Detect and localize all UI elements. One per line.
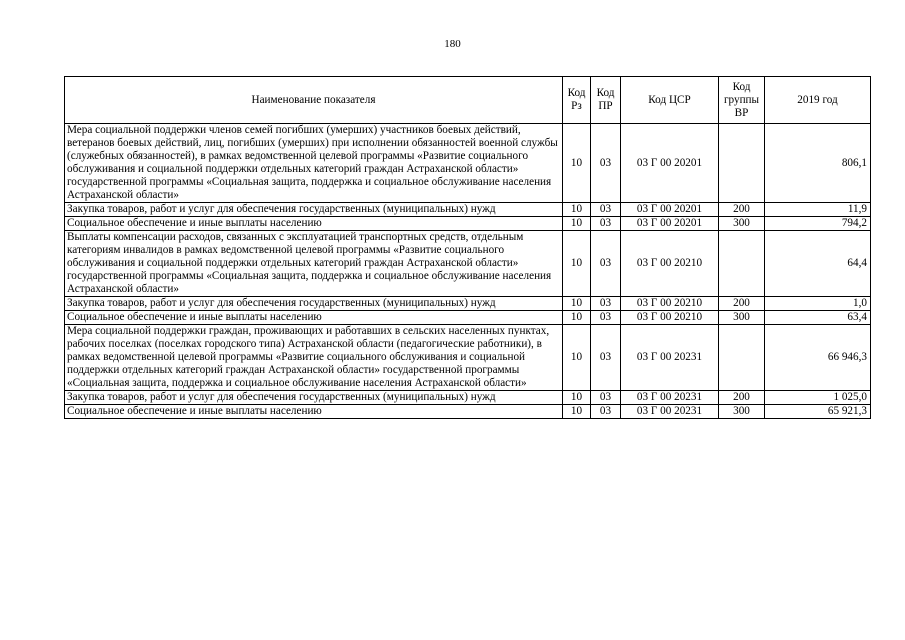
row-value: 1,0 (765, 297, 871, 311)
row-csr: 03 Г 00 20210 (621, 311, 719, 325)
table-row (65, 231, 871, 297)
row-csr: 03 Г 00 20231 (621, 391, 719, 405)
header-csr: Код ЦСР (621, 77, 719, 124)
row-pr: 03 (591, 325, 621, 391)
row-rz: 10 (563, 311, 591, 325)
row-pr: 03 (591, 124, 621, 203)
row-name: Социальное обеспечение и иные выплаты населению (65, 311, 563, 325)
row-rz: 10 (563, 203, 591, 217)
header-vr: Код группы ВР (719, 77, 765, 124)
row-value: 64,4 (765, 231, 871, 297)
row-rz: 10 (563, 231, 591, 297)
table-row (65, 325, 871, 391)
header-year: 2019 год (765, 77, 871, 124)
row-name: Мера социальной поддержки членов семей погибших (умерших) участников боевых действий, ветеранов боевых действий, лиц, погибших (умерших) при исполнении обязанностей военной службы (служебных обязанностей), в рамках ведомственной целевой программы «Развитие социального обслуживания и социальной поддержки отдельных категорий граждан Астраханской области» государственной программы «Социальная защита, поддержка и социальное обслуживание населения Астраханской области» (65, 124, 563, 203)
table-row (65, 405, 871, 419)
row-pr: 03 (591, 203, 621, 217)
row-pr: 03 (591, 297, 621, 311)
row-rz: 10 (563, 405, 591, 419)
row-csr: 03 Г 00 20231 (621, 325, 719, 391)
row-value: 65 921,3 (765, 405, 871, 419)
row-csr: 03 Г 00 20231 (621, 405, 719, 419)
row-name: Социальное обеспечение и иные выплаты населению (65, 217, 563, 231)
row-name: Выплаты компенсации расходов, связанных с эксплуатацией транспортных средств, отдельным категориям инвалидов в рамках ведомственной целевой программы «Развитие социального обслуживания и социальной поддержки отдельных категорий граждан Астраханской области» государственной программы «Социальная защита, поддержка и социальное обслуживание населения Астраханской области» (65, 231, 563, 297)
budget-table (64, 76, 871, 419)
row-pr: 03 (591, 405, 621, 419)
row-vr: 300 (719, 405, 765, 419)
page-number: 180 (444, 38, 461, 50)
row-vr: 300 (719, 217, 765, 231)
row-pr: 03 (591, 217, 621, 231)
row-rz: 10 (563, 217, 591, 231)
row-vr: 200 (719, 203, 765, 217)
row-value: 794,2 (765, 217, 871, 231)
row-vr: 200 (719, 391, 765, 405)
table-row (65, 311, 871, 325)
row-name: Закупка товаров, работ и услуг для обеспечения государственных (муниципальных) нужд (65, 203, 563, 217)
row-rz: 10 (563, 391, 591, 405)
row-name: Мера социальной поддержки граждан, проживающих и работавших в сельских населенных пунктах, рабочих поселках (поселках городского типа) Астраханской области (педагогические работники), в рамках ведомственной целевой программы «Развитие социального обслуживания и социальной поддержки отдельных категорий граждан Астраханской области» государственной программы «Социальная защита, поддержка и социальное обслуживание населения Астраханской области» (65, 325, 563, 391)
row-rz: 10 (563, 297, 591, 311)
row-pr: 03 (591, 391, 621, 405)
header-rz: Код Рз (563, 77, 591, 124)
row-vr (719, 124, 765, 203)
header-name: Наименование показателя (65, 77, 563, 124)
row-csr: 03 Г 00 20201 (621, 124, 719, 203)
row-csr: 03 Г 00 20210 (621, 297, 719, 311)
table-row (65, 124, 871, 203)
table-header-row (65, 77, 871, 124)
row-value: 63,4 (765, 311, 871, 325)
row-value: 11,9 (765, 203, 871, 217)
row-value: 66 946,3 (765, 325, 871, 391)
row-vr: 300 (719, 311, 765, 325)
row-pr: 03 (591, 311, 621, 325)
table-row (65, 217, 871, 231)
row-value: 1 025,0 (765, 391, 871, 405)
row-vr (719, 231, 765, 297)
row-csr: 03 Г 00 20201 (621, 217, 719, 231)
row-value: 806,1 (765, 124, 871, 203)
row-csr: 03 Г 00 20210 (621, 231, 719, 297)
row-rz: 10 (563, 325, 591, 391)
row-vr: 200 (719, 297, 765, 311)
row-name: Социальное обеспечение и иные выплаты населению (65, 405, 563, 419)
table-row (65, 391, 871, 405)
row-vr (719, 325, 765, 391)
row-rz: 10 (563, 124, 591, 203)
table-row (65, 297, 871, 311)
row-pr: 03 (591, 231, 621, 297)
header-pr: Код ПР (591, 77, 621, 124)
row-name: Закупка товаров, работ и услуг для обеспечения государственных (муниципальных) нужд (65, 297, 563, 311)
row-name: Закупка товаров, работ и услуг для обеспечения государственных (муниципальных) нужд (65, 391, 563, 405)
row-csr: 03 Г 00 20201 (621, 203, 719, 217)
table-row (65, 203, 871, 217)
